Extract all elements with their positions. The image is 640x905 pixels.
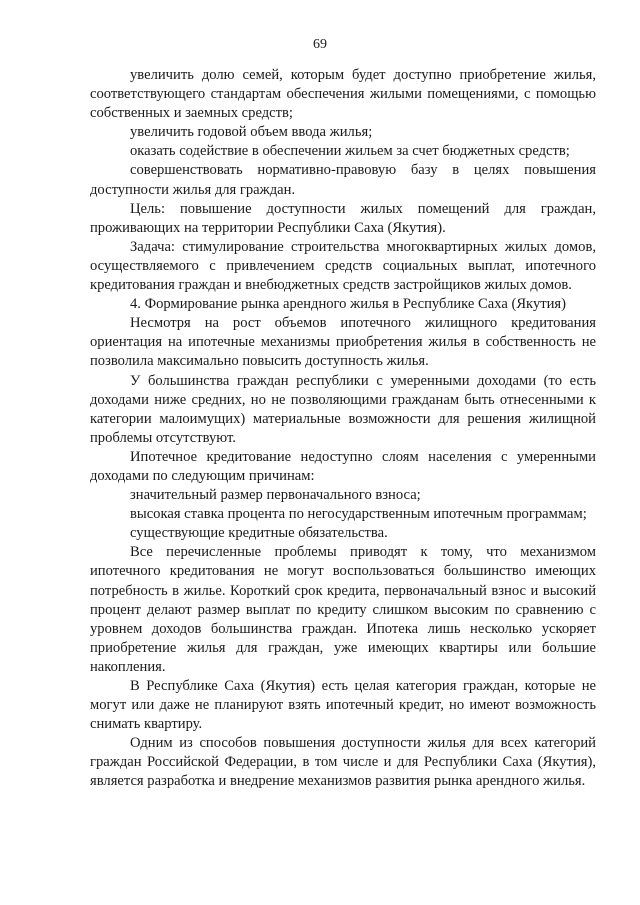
document-body (90, 66, 596, 792)
body-paragraph: Все перечисленные проблемы приводят к тому, что механизмом ипотечного кредитования не могут воспользоваться большинство имеющих потребность в жилье. Короткий срок кредита, первоначальный взнос и высокий процент делают размер выплат по кредиту слишком высоким по сравнению с уровнем доходов большинства граждан. Ипотека лишь несколько ускоряет приобретение жилья для граждан, уже имеющих квартиры или большие накопления. (90, 544, 596, 675)
body-paragraph: В Республике Саха (Якутия) есть целая категория граждан, которые не могут или даже не планируют взять ипотечный кредит, но имеют возможность снимать квартиру. (90, 678, 596, 733)
page-number: 69 (313, 37, 327, 52)
body-paragraph: Несмотря на рост объемов ипотечного жилищного кредитования ориентация на ипотечные механизмы приобретения жилья в собственность не позволила максимально повысить доступность жилья. (90, 315, 596, 370)
reason-item: высокая ставка процента по негосударственным ипотечным программам; (130, 506, 587, 523)
task-paragraph: Задача: стимулирование строительства многоквартирных жилых домов, осуществляемого с привлечением средств социальных выплат, ипотечного кредитования граждан и внебюджетных средств застройщиков жилых домов. (90, 238, 596, 294)
reason-item: значительный размер первоначального взноса; (130, 487, 421, 504)
list-item-annual-housing-volume: увеличить годовой объем ввода жилья; (130, 124, 373, 141)
goal-paragraph: Цель: повышение доступности жилых помещений для граждан, проживающих на территории Республики Саха (Якутия). (90, 200, 596, 236)
section-heading: 4. Формирование рынка арендного жилья в Республике Саха (Якутия) (130, 296, 566, 313)
reason-item: существующие кредитные обязательства. (130, 525, 388, 542)
body-paragraph: Одним из способов повышения доступности жилья для всех категорий граждан Российской Федерации, в том числе и для Республики Саха (Якутия), является разработка и внедрение механизмов развития рынка арендного жилья. (90, 735, 596, 790)
body-paragraph: У большинства граждан республики с умеренными доходами (то есть доходами ниже средних, но не позволяющими гражданам быть отнесенными к категории малоимущих) материальные возможности для решения жилищной проблемы отсутствуют. (90, 372, 596, 446)
list-item-legal-framework: совершенствовать нормативно-правовую базу в целях повышения доступности жилья для граждан. (90, 162, 596, 198)
list-item-budget-housing-support: оказать содействие в обеспечении жильем за счет бюджетных средств; (130, 143, 570, 160)
body-paragraph: Ипотечное кредитование недоступно слоям населения с умеренными доходами по следующим причинам: (90, 448, 596, 484)
list-item-share-of-families: увеличить долю семей, которым будет доступно приобретение жилья, соответствующего стандартам обеспечения жилыми помещениями, с помощью собственных и заемных средств; (90, 67, 596, 122)
